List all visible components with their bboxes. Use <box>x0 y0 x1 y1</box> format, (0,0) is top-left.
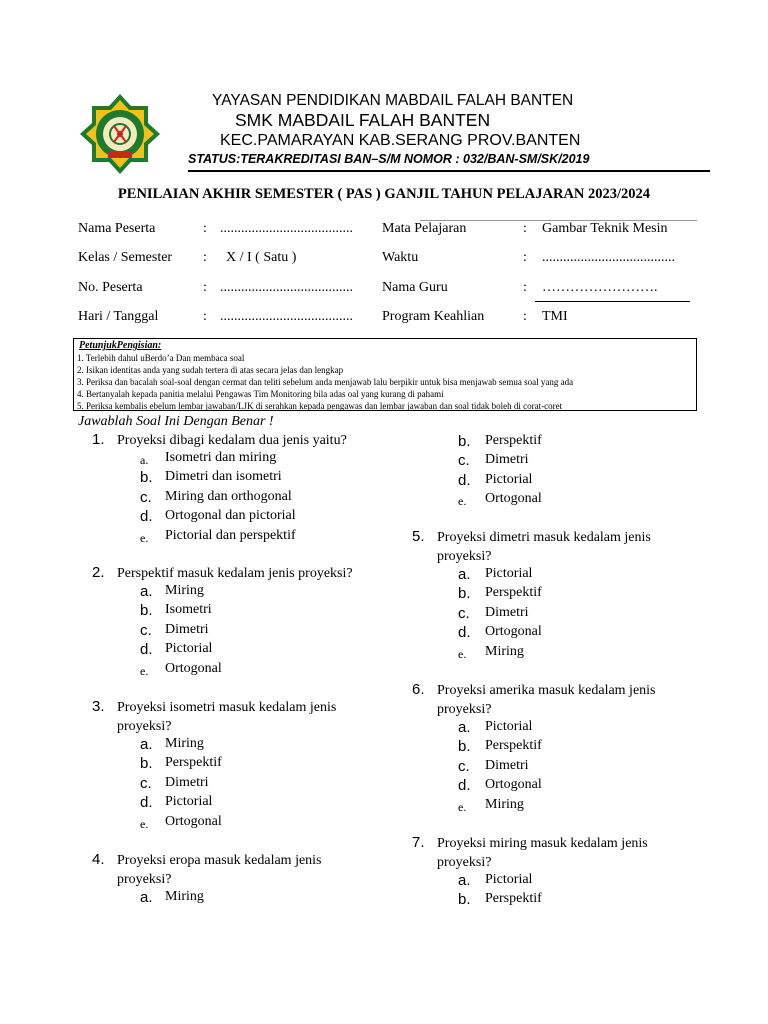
info-label: Kelas / Semester <box>78 250 173 265</box>
info-label: Nama Guru <box>382 280 448 295</box>
option-letter: c. <box>140 621 152 639</box>
answer-option[interactable]: Miring dan orthogonal <box>165 488 292 504</box>
info-label: Program Keahlian <box>382 309 485 324</box>
answer-option[interactable]: Pictorial <box>485 566 533 581</box>
option-letter: b. <box>140 755 153 773</box>
school-name: SMK MABDAIL FALAH BANTEN <box>235 110 491 130</box>
answer-option[interactable]: Pictorial <box>485 471 533 487</box>
answer-option[interactable]: Perspektif <box>485 738 542 754</box>
answer-option[interactable]: Ortogonal dan pictorial <box>165 508 296 524</box>
answer-option[interactable]: Miring <box>165 736 204 751</box>
answer-option[interactable]: Pictorial <box>485 872 533 887</box>
answer-instruction: Jawablah Soal Ini Dengan Benar ! <box>78 414 274 429</box>
info-label: No. Peserta <box>78 280 143 295</box>
answer-option[interactable]: Perspektif <box>485 433 542 448</box>
info-middle-rule <box>535 301 690 302</box>
question-number: 5. <box>412 528 425 545</box>
option-letter: a. <box>140 583 153 600</box>
option-letter: a. <box>140 889 153 906</box>
question-text: Perspektif masuk kedalam jenis proyeksi? <box>117 566 353 581</box>
option-letter: b. <box>140 602 153 620</box>
instructions-box <box>73 338 697 411</box>
info-sep: : <box>203 309 207 324</box>
option-letter: a. <box>140 736 153 753</box>
option-letter: a. <box>458 872 471 889</box>
option-letter: a. <box>458 566 471 583</box>
option-letter: d. <box>458 777 471 795</box>
question-text: Proyeksi isometri masuk kedalam jenis <box>117 700 337 715</box>
question-number: 6. <box>412 681 425 698</box>
question-text: proyeksi? <box>437 702 492 717</box>
option-letter: b. <box>140 469 153 487</box>
instruction-item: 3. Periksa dan bacalah soal-soal dengan cermat dan teliti sebelum anda menjawab lalu berpikir untuk bisa menjawab semua soal yang ada <box>77 377 574 387</box>
answer-option[interactable]: Ortogonal <box>485 624 542 640</box>
question-text: Proyeksi dimetri masuk kedalam jenis <box>437 530 651 545</box>
answer-option[interactable]: Dimetri dan isometri <box>165 469 282 485</box>
option-letter: d. <box>140 794 153 812</box>
option-letter: c. <box>140 774 152 792</box>
answer-option[interactable]: Ortogonal <box>165 813 222 829</box>
header-divider <box>188 170 710 172</box>
option-letter: c. <box>458 604 470 622</box>
question-text: proyeksi? <box>117 872 172 887</box>
answer-option[interactable]: Pictorial <box>165 641 213 657</box>
subject-value: Gambar Teknik Mesin <box>542 221 668 236</box>
day-date-field[interactable]: ...................................... <box>220 309 353 324</box>
instruction-item: 1. Terlebih dahul uBerdo’a Dan membaca soal <box>77 353 245 363</box>
option-letter: a. <box>140 453 149 467</box>
class-semester-value: X / I ( Satu ) <box>226 250 297 265</box>
instruction-item: 5. Periksa kembalis ebelum lembar jawaban/LJK di serahkan kepada pengawas dan lembar jawaban dan soal tidak boleh di corat-coret <box>77 401 563 411</box>
option-letter: e. <box>140 816 149 831</box>
option-letter: e. <box>458 799 467 814</box>
question-text: proyeksi? <box>437 855 492 870</box>
option-letter: d. <box>140 641 153 659</box>
program-value: TMI <box>542 309 568 324</box>
option-letter: c. <box>140 488 152 506</box>
info-sep: : <box>523 221 527 236</box>
info-label: Nama Peserta <box>78 221 156 236</box>
participant-number-field[interactable]: ...................................... <box>220 280 353 295</box>
question-number: 3. <box>92 698 105 715</box>
option-letter: b. <box>458 585 471 603</box>
accreditation-status: STATUS:TERAKREDITASI BAN–S/M NOMOR : 032/BAN-SM/SK/2019 <box>188 152 590 166</box>
info-sep: : <box>523 309 527 324</box>
option-letter: c. <box>458 757 470 775</box>
answer-option[interactable]: Dimetri <box>485 604 529 620</box>
answer-option[interactable]: Perspektif <box>165 755 222 771</box>
question-number: 1. <box>92 431 105 448</box>
time-field[interactable]: ...................................... <box>542 250 675 265</box>
answer-option[interactable]: Perspektif <box>485 891 542 907</box>
foundation-name: YAYASAN PENDIDIKAN MABDAIL FALAH BANTEN <box>212 92 574 109</box>
answer-option[interactable]: Dimetri <box>485 452 529 468</box>
answer-option[interactable]: Pictorial <box>485 719 533 734</box>
option-letter: b. <box>458 738 471 756</box>
info-sep: : <box>523 250 527 265</box>
question-text: Proyeksi miring masuk kedalam jenis <box>437 836 648 851</box>
option-letter: e. <box>140 530 149 545</box>
answer-option[interactable]: Ortogonal <box>485 491 542 507</box>
instruction-item: 2. Isikan identitas anda yang sudah tertera di atas secara jelas dan lengkap <box>77 365 344 375</box>
option-letter: d. <box>458 471 471 489</box>
info-label: Waktu <box>382 250 419 265</box>
option-letter: e. <box>458 646 467 661</box>
answer-option[interactable]: Dimetri <box>165 621 209 637</box>
answer-option[interactable]: Miring <box>485 796 524 812</box>
question-text: Proyeksi eropa masuk kedalam jenis <box>117 853 322 868</box>
answer-option[interactable]: Isometri dan miring <box>165 450 277 465</box>
option-letter: b. <box>458 433 471 450</box>
info-sep: : <box>203 250 207 265</box>
answer-option[interactable]: Ortogonal <box>165 660 222 676</box>
question-number: 4. <box>92 851 105 868</box>
question-text: proyeksi? <box>437 549 492 564</box>
answer-option[interactable]: Miring <box>165 583 204 598</box>
info-sep: : <box>203 280 207 295</box>
option-letter: b. <box>458 891 471 909</box>
answer-option[interactable]: Miring <box>165 889 204 904</box>
teacher-name-field[interactable]: ……………………. <box>542 280 658 295</box>
instruction-item: 4. Bertanyalah kepada panitia melalui Pengawas Tim Monitoring bila adas oal yang kurang di pahami <box>77 389 444 399</box>
question-text: Proyeksi dibagi kedalam dua jenis yaitu? <box>117 433 347 448</box>
question-number: 2. <box>92 564 105 581</box>
exam-title: PENILAIAN AKHIR SEMESTER ( PAS ) GANJIL TAHUN PELAJARAN 2023/2024 <box>117 186 651 202</box>
answer-option[interactable]: Isometri <box>165 602 212 618</box>
option-letter: d. <box>140 508 153 526</box>
answer-option[interactable]: Dimetri <box>485 757 529 773</box>
option-letter: e. <box>458 494 467 509</box>
question-text: Proyeksi amerika masuk kedalam jenis <box>437 683 656 698</box>
answer-option[interactable]: Miring <box>485 643 524 659</box>
instructions-title: PetunjukPengisian: <box>79 340 162 351</box>
info-label: Mata Pelajaran <box>382 221 467 236</box>
option-letter: c. <box>458 452 470 470</box>
school-logo <box>78 92 162 176</box>
option-letter: a. <box>458 719 471 736</box>
info-sep: : <box>523 280 527 295</box>
info-label: Hari / Tanggal <box>78 309 159 324</box>
info-sep: : <box>203 221 207 236</box>
question-text: proyeksi? <box>117 719 172 734</box>
question-number: 7. <box>412 834 425 851</box>
option-letter: e. <box>140 663 149 678</box>
answer-option[interactable]: Pictorial <box>165 794 213 810</box>
answer-option[interactable]: Pictorial dan perspektif <box>165 527 296 543</box>
answer-option[interactable]: Perspektif <box>485 585 542 601</box>
option-letter: d. <box>458 624 471 642</box>
participant-name-field[interactable]: ...................................... <box>220 221 353 236</box>
school-address: KEC.PAMARAYAN KAB.SERANG PROV.BANTEN <box>220 132 581 149</box>
answer-option[interactable]: Ortogonal <box>485 777 542 793</box>
answer-option[interactable]: Dimetri <box>165 774 209 790</box>
